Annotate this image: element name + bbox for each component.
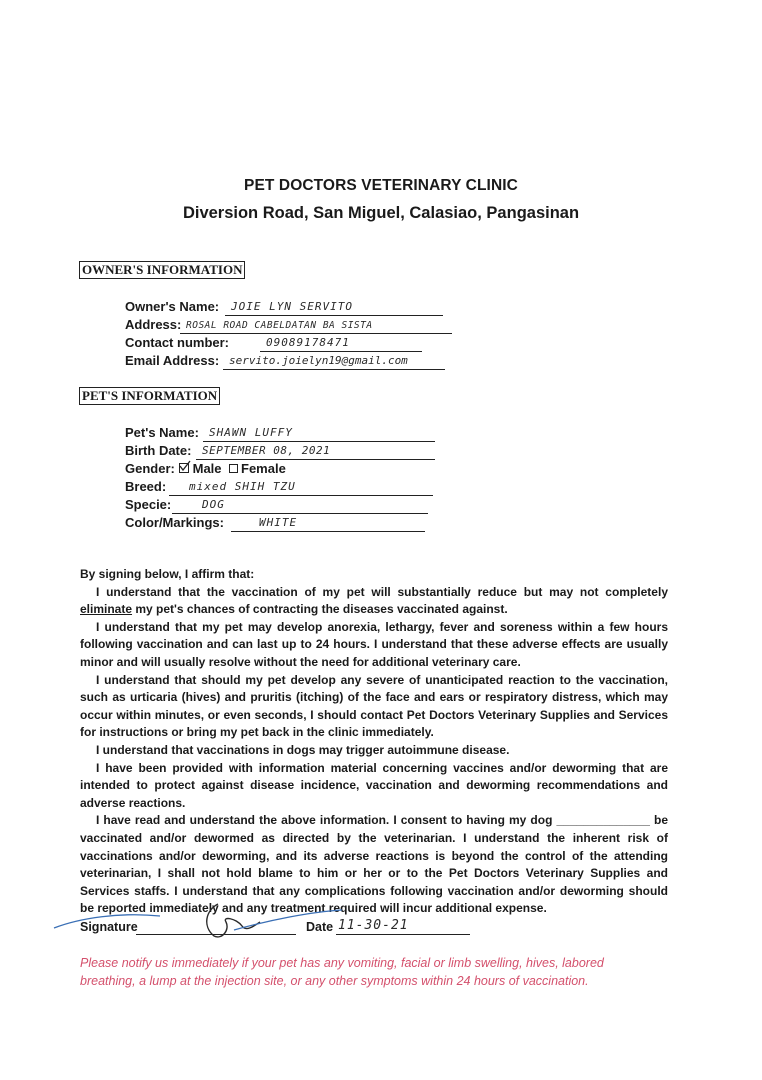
breed-field[interactable] — [169, 480, 433, 496]
birth-date-value: SEPTEMBER 08, 2021 — [202, 444, 331, 457]
gender-label: Gender: — [125, 461, 175, 476]
affirmation-paragraph-4: I understand that vaccinations in dogs may trigger autoimmune disease. — [96, 742, 510, 757]
gender-female-label: Female — [241, 461, 286, 476]
affirmation-paragraph-6: I have read and understand the above information. I consent to having my dog ______________ be vaccinated and/or dewormed as directed by the veterinarian. I understand the inherent risk of vaccinations and/or deworming, and its adverse reactions is beyond the control of the attending veterinarian, I shall not hold blame to him or her or to the Pet Doctors Veterinary Supplies and Services staffs. I understand that any complications following vaccination and/or deworming should be reported immediately and any treatment required will incur additional expense. — [80, 813, 668, 916]
gender-male-checkbox[interactable] — [179, 463, 189, 473]
owner-name-row — [125, 299, 445, 316]
affirmation-p1-text: I understand that the vaccination of my pet will substantially reduce but may not completely — [96, 584, 668, 599]
gender-male-label: Male — [192, 461, 222, 476]
pet-name-row — [125, 425, 437, 442]
gender-female-checkbox[interactable] — [229, 464, 238, 473]
affirmation-paragraph-5: I have been provided with information material concerning vaccines and/or deworming that are intended to protect against disease incidence, vaccination and deworming recommendations and adverse reactions. — [80, 760, 668, 810]
pen-stroke-right — [230, 906, 350, 936]
clinic-address: Diversion Road, San Miguel, Calasiao, Pangasinan — [182, 204, 580, 222]
owner-email-value: servito.joielyn19@gmail.com — [229, 354, 408, 367]
date-value: 11-30-21 — [338, 918, 409, 933]
owner-email-field[interactable] — [223, 354, 445, 370]
pet-name-field[interactable] — [203, 426, 435, 442]
birth-date-label: Birth Date: — [125, 443, 192, 458]
breed-label: Breed: — [125, 479, 167, 494]
color-field[interactable] — [231, 516, 425, 532]
date-label: Date — [306, 920, 334, 934]
gender-row — [125, 461, 325, 478]
gender-female-option[interactable] — [229, 461, 286, 476]
vaccination-notice: Please notify us immediately if your pet has any vomiting, facial or limb swelling, hives, labored breathing, a lump at the injection site, or any other symptoms within 24 hours of vaccination. — [80, 956, 604, 988]
owner-email-row — [125, 353, 447, 370]
breed-value: mixed SHIH TZU — [189, 480, 296, 493]
check-mark-icon — [179, 460, 191, 472]
owner-contact-value: 09089178471 — [266, 336, 350, 349]
owner-section-heading: OWNER'S INFORMATION — [79, 261, 245, 279]
owner-name-label: Owner's Name: — [125, 299, 220, 314]
owner-contact-field[interactable] — [260, 336, 422, 352]
owner-name-field[interactable] — [225, 300, 443, 316]
signature-label: Signature — [80, 920, 138, 934]
pet-name-label: Pet's Name: — [125, 425, 199, 440]
owner-email-label: Email Address: — [125, 353, 220, 368]
color-label: Color/Markings: — [125, 515, 224, 530]
affirmation-text — [80, 566, 668, 918]
color-row — [125, 515, 427, 532]
breed-row — [125, 479, 435, 496]
owner-name-value: JOIE LYN SERVITO — [231, 300, 353, 313]
owner-contact-row — [125, 335, 425, 352]
pet-name-value: SHAWN LUFFY — [209, 426, 293, 439]
pet-section-heading: PET'S INFORMATION — [79, 387, 220, 405]
clinic-name: PET DOCTORS VETERINARY CLINIC — [244, 177, 518, 194]
specie-field[interactable] — [172, 498, 428, 514]
owner-address-field[interactable] — [180, 318, 452, 334]
specie-value: DOG — [202, 498, 225, 511]
owner-address-row — [125, 317, 455, 334]
affirmation-paragraph-3: I understand that should my pet develop any severe of unanticipated reaction to the vaccination, such as urticaria (hives) and pruritis (itching) of the face and ears or respiratory distress, which may occur within minutes, or even seconds, I should contact Pet Doctors Veterinary Supplies and Services for instructions or bring my pet back in the clinic immediately. — [80, 672, 668, 740]
specie-label: Specie: — [125, 497, 172, 512]
gender-male-option[interactable] — [179, 461, 222, 476]
affirmation-p1-underlined: eliminate — [80, 602, 133, 617]
affirmation-paragraph-2: I understand that my pet may develop anorexia, lethargy, fever and soreness within a few hours following vaccination and can last up to 24 hours. I understand that these adverse effects are usually minor and will usually resolve without the need for additional veterinary care. — [80, 619, 668, 669]
affirmation-intro: By signing below, I affirm that: — [80, 567, 255, 581]
owner-contact-label: Contact number: — [125, 335, 229, 350]
specie-row — [125, 497, 430, 514]
birth-date-row — [125, 443, 437, 460]
color-value: WHITE — [259, 516, 298, 529]
owner-address-value: ROSAL ROAD CABELDATAN BA SISTA — [186, 320, 373, 331]
date-field[interactable] — [336, 918, 470, 935]
pen-stroke-left — [50, 908, 170, 938]
affirmation-p1-text-end: my pet's chances of contracting the diseases vaccinated against. — [132, 602, 508, 617]
birth-date-field[interactable] — [196, 444, 435, 460]
owner-address-label: Address: — [125, 317, 182, 332]
affirmation-paragraph-1 — [80, 584, 668, 619]
